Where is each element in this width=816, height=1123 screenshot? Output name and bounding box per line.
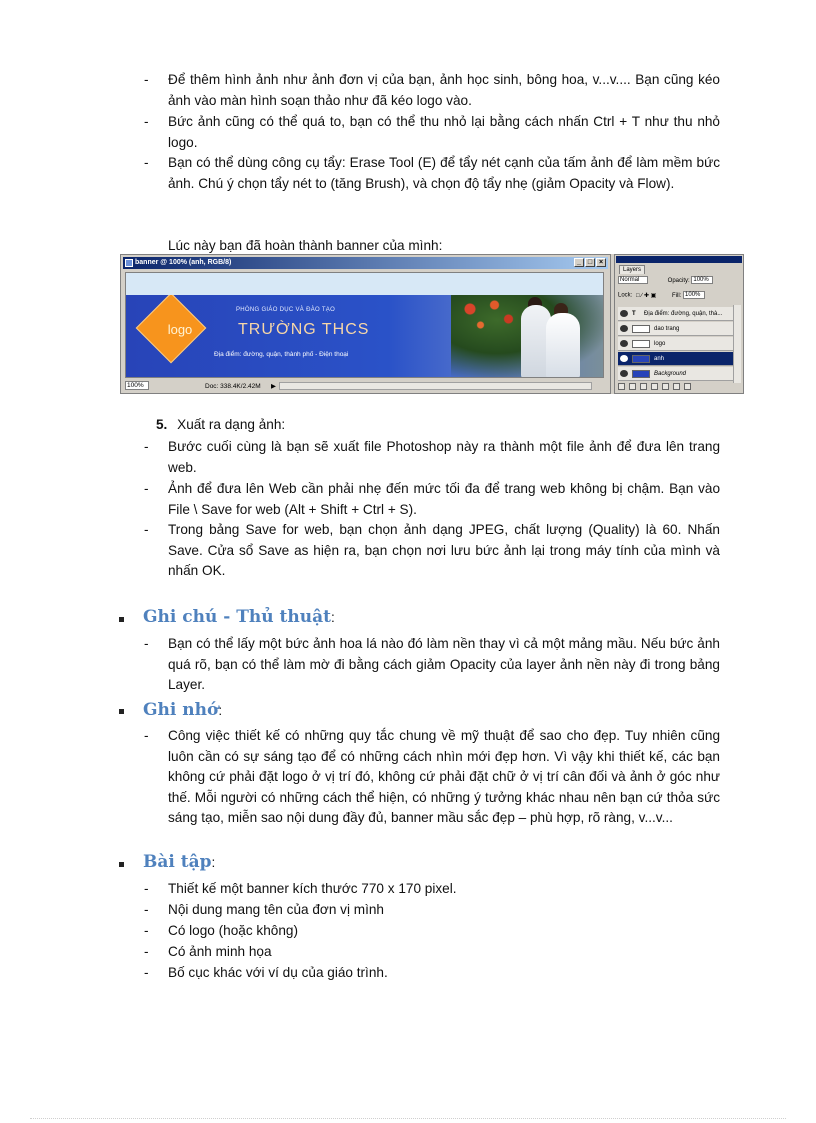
layer-thumbnail [632,340,650,348]
layer-name: Background [654,371,687,377]
paragraph: Bạn có thể dùng công cụ tẩy: Erase Tool (E) để tẩy nét cạnh của tấm ảnh để làm mềm bức ảnh. Chú ý chọn tẩy nét to (tăng Brush), và chọn độ tẩy nhẹ (giảm Opacity và Flow). [168,155,720,191]
banner-org: PHÒNG GIÁO DỤC VÀ ĐÀO TẠO [236,307,336,313]
heading-text: Bài tập [143,852,212,872]
list-item: Có logo (hoặc không) [168,923,298,938]
list-item: Nội dung mang tên của đơn vị mình [168,902,384,917]
student-figure [546,313,580,378]
document-window [120,254,611,394]
layer-row-selected[interactable] [618,352,733,366]
banner-address: Địa điểm: đường, quận, thành phố - Điện thoại [214,351,349,358]
layers-scrollbar[interactable] [733,305,741,383]
folder-icon[interactable] [662,383,669,390]
bullet-dash: - [144,481,149,496]
adjustment-icon[interactable] [651,383,658,390]
lock-row [618,291,740,301]
eye-icon[interactable] [620,340,628,347]
window-titlebar [123,257,608,269]
list-item: Thiết kế một banner kích thước 770 x 170 pixel. [168,881,457,896]
list-item: Có ảnh minh họa [168,944,272,959]
layer-name: dao trang [654,326,680,332]
zoom-field[interactable]: 100% [125,381,149,390]
lock-label: Lock: [618,292,633,299]
layer-name: anh [654,356,665,362]
heading-text: Ghi nhớ [143,700,219,720]
heading-colon: : [218,703,223,718]
new-layer-icon[interactable] [673,383,680,390]
eye-icon[interactable] [620,370,628,377]
bullet-dash: - [144,636,149,651]
paragraph: Để thêm hình ảnh như ảnh đơn vị của bạn, ảnh học sinh, bông hoa, v...v.... Bạn cũng kéo ảnh vào màn hình soạn thảo như đã kéo logo vào. [168,72,720,108]
layer-row[interactable] [618,367,733,381]
mask-icon[interactable] [640,383,647,390]
canvas-top-strip [126,273,603,295]
paragraph: Bạn có thể lấy một bức ảnh hoa lá nào đó làm nền thay vì cả một mảng mầu. Nếu bức ảnh quá rõ, bạn có thể làm mờ đi bằng cách giảm Opacity của layer ảnh nền này đi trong bảng Layer. [168,636,720,692]
heading-text: Ghi chú - Thủ thuật [143,607,331,627]
fill-field[interactable]: 100% [683,291,705,299]
layer-row[interactable] [618,337,733,351]
layer-thumbnail [632,370,650,378]
bullet-dash: - [144,439,149,454]
panel-titlebar [616,256,742,263]
eye-icon[interactable] [620,355,628,362]
bullet-dash: - [144,728,149,743]
minimize-button[interactable]: _ [574,258,584,267]
layer-thumbnail [632,355,650,363]
bullet-dash: - [144,965,149,980]
status-bar [125,381,604,392]
layer-row[interactable] [618,322,733,336]
bullet-dash: - [144,155,149,170]
heading-colon: : [211,855,216,870]
square-bullet-icon [119,862,124,867]
canvas[interactable] [125,272,604,378]
banner-image [126,295,603,378]
heading-colon: : [330,610,335,625]
eye-icon[interactable] [620,325,628,332]
horizontal-scrollbar[interactable] [279,382,592,390]
fill-label: Fill: [672,292,682,299]
bullet-dash: - [144,923,149,938]
paragraph: Công việc thiết kế có những quy tắc chung về mỹ thuật để sao cho đẹp. Tuy nhiên cũng luôn cần có sự sáng tạo để có những cách nhìn mới đẹp hơn. Vì vậy khi thiết kế, các bạn không cứ phải đặt logo ở vị trí đó, không cứ phải đặt chữ ở vị trí cân đối và ảnh ở góc như thế. Mỗi người có những cách thể hiện, có những ý tưởng khác nhau nên bạn cứ thỏa sức sáng tạo, miễn sao nội dung đầy đủ, banner mầu sắc đẹp – phù hợp, rõ ràng, v...v... [168,728,720,825]
window-title: banner @ 100% (anh, RGB/8) [135,259,232,266]
list-item: Bố cục khác với ví dụ của giáo trình. [168,965,388,980]
page-divider [30,1118,786,1119]
notes-heading [143,606,335,629]
paragraph: Trong bảng Save for web, bạn chọn ảnh dạng JPEG, chất lượng (Quality) là 60. Nhấn Save. Cửa sổ Save as hiện ra, bạn chọn nơi lưu bức ảnh lại trong máy tính của mình và nhấn OK. [168,522,720,578]
close-button[interactable]: × [596,258,606,267]
section-5-heading [156,415,285,436]
photoshop-doc-icon [125,259,133,267]
section-number: 5. [156,417,168,432]
bullet-dash: - [144,114,149,129]
link-icon[interactable] [618,383,625,390]
logo-label: logo [167,322,193,337]
paragraph: Ảnh để đưa lên Web cần phải nhẹ đến mức tối đa để trang web không bị chậm. Bạn vào File \ Save for web (Alt + Shift + Ctrl + S). [168,481,720,517]
layer-row[interactable]: T Địa điểm: đường, quận, thà... [618,307,733,321]
layer-name: logo [654,341,666,347]
exercise-heading [143,851,215,874]
opacity-label: Opacity: [667,277,690,284]
paragraph: Bước cuối cùng là bạn sẽ xuất file Photoshop này ra thành một file ảnh để đưa lên trang web. [168,439,720,475]
fx-icon[interactable] [629,383,636,390]
square-bullet-icon [119,709,124,714]
square-bullet-icon [119,617,124,622]
bullet-dash: - [144,72,149,87]
layer-thumbnail [632,325,650,333]
bullet-dash: - [144,881,149,896]
remember-heading [143,699,222,722]
blend-row [618,276,740,286]
bullet-dash: - [144,522,149,537]
paragraph: Bức ảnh cũng có thể quá to, bạn có thể thu nhỏ lại bằng cách nhấn Ctrl + T như thu nhỏ logo. [168,114,720,150]
status-arrow-icon[interactable]: ▶ [271,383,276,390]
lock-icons[interactable]: □ ∕ ✚ ▣ [636,292,657,299]
bullet-dash: - [144,944,149,959]
bullet-dash: - [144,902,149,917]
section-title: Xuất ra dạng ảnh: [177,417,286,432]
doc-info: Doc: 338.4K/2.42M [205,383,261,390]
eye-icon[interactable] [620,310,628,317]
tab-layers[interactable]: Layers [619,265,645,274]
photoshop-screenshot [120,254,744,394]
flower-image [456,297,526,337]
blend-mode-select[interactable]: Normal [618,276,648,284]
trash-icon[interactable] [684,383,691,390]
maximize-button[interactable]: □ [585,258,595,267]
opacity-field[interactable]: 100% [691,276,713,284]
banner-title: TRƯỜNG THCS [238,321,370,338]
panel-bottom-toolbar [618,383,740,391]
completion-text: Lúc này bạn đã hoàn thành banner của mình: [168,238,443,253]
layers-panel [614,254,744,394]
layer-name: Địa điểm: đường, quận, thà... [644,311,723,317]
